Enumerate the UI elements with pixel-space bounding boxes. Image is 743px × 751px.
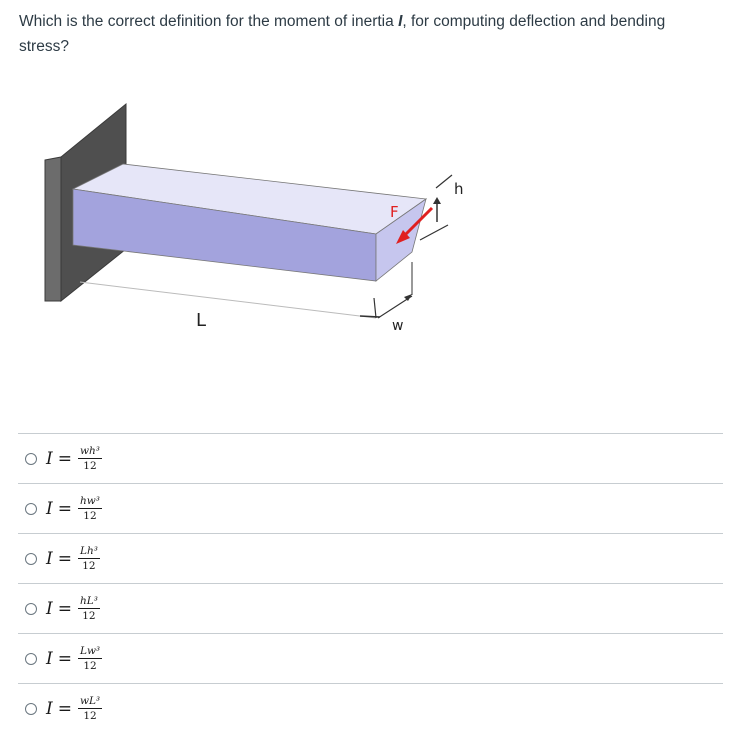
formula-fraction — [78, 595, 100, 622]
fraction-numerator: Lw³ — [79, 645, 101, 657]
answer-formula — [46, 445, 102, 472]
cantilever-beam-diagram — [0, 90, 520, 340]
fraction-numerator: wL³ — [79, 695, 101, 707]
question-text — [19, 9, 719, 59]
answer-option-4[interactable] — [18, 583, 723, 633]
formula-equals: = — [57, 698, 72, 719]
fraction-numerator: hw³ — [79, 495, 100, 507]
answer-option-3[interactable] — [18, 533, 723, 583]
question-text-start: Which is the correct definition for the moment of inertia — [19, 13, 399, 30]
answer-formula — [46, 695, 102, 722]
answer-formula — [46, 595, 100, 622]
formula-fraction — [78, 445, 102, 472]
formula-fraction — [78, 695, 102, 722]
formula-lhs: I — [46, 548, 53, 569]
cantilever-beam-figure — [0, 90, 520, 340]
radio-button[interactable] — [25, 653, 37, 665]
length-label: L — [196, 310, 207, 331]
radio-button[interactable] — [25, 453, 37, 465]
formula-equals: = — [57, 498, 72, 519]
radio-button[interactable] — [25, 553, 37, 565]
fraction-numerator: Lh³ — [79, 545, 98, 557]
fraction-numerator: hL³ — [79, 595, 98, 607]
fraction-denominator: 12 — [83, 460, 97, 472]
answer-formula — [46, 545, 100, 572]
answer-formula — [46, 645, 102, 672]
formula-lhs: I — [46, 648, 53, 669]
answer-formula — [46, 495, 102, 522]
width-label: w — [392, 318, 404, 334]
formula-fraction — [78, 545, 100, 572]
height-label: h — [454, 180, 464, 198]
answer-option-5[interactable] — [18, 633, 723, 683]
question-text-end: , for computing deflection and bending stress? — [19, 13, 666, 55]
radio-button[interactable] — [25, 703, 37, 715]
answer-options — [18, 433, 723, 733]
fraction-denominator: 12 — [83, 660, 97, 672]
formula-fraction — [78, 645, 102, 672]
answer-option-1[interactable] — [18, 433, 723, 483]
formula-lhs: I — [46, 698, 53, 719]
formula-fraction — [78, 495, 102, 522]
formula-lhs: I — [46, 448, 53, 469]
answer-option-6[interactable] — [18, 683, 723, 733]
answer-option-2[interactable] — [18, 483, 723, 533]
fraction-numerator: wh³ — [79, 445, 100, 457]
fraction-denominator: 12 — [82, 560, 96, 572]
inertia-symbol: I — [398, 13, 403, 30]
formula-lhs: I — [46, 598, 53, 619]
radio-button[interactable] — [25, 603, 37, 615]
fraction-denominator: 12 — [82, 610, 96, 622]
force-label: F — [390, 203, 399, 221]
formula-equals: = — [57, 598, 72, 619]
fraction-denominator: 12 — [83, 710, 97, 722]
fraction-denominator: 12 — [83, 510, 97, 522]
formula-lhs: I — [46, 498, 53, 519]
radio-button[interactable] — [25, 503, 37, 515]
formula-equals: = — [57, 548, 72, 569]
formula-equals: = — [57, 448, 72, 469]
formula-equals: = — [57, 648, 72, 669]
wall-front — [45, 157, 61, 301]
